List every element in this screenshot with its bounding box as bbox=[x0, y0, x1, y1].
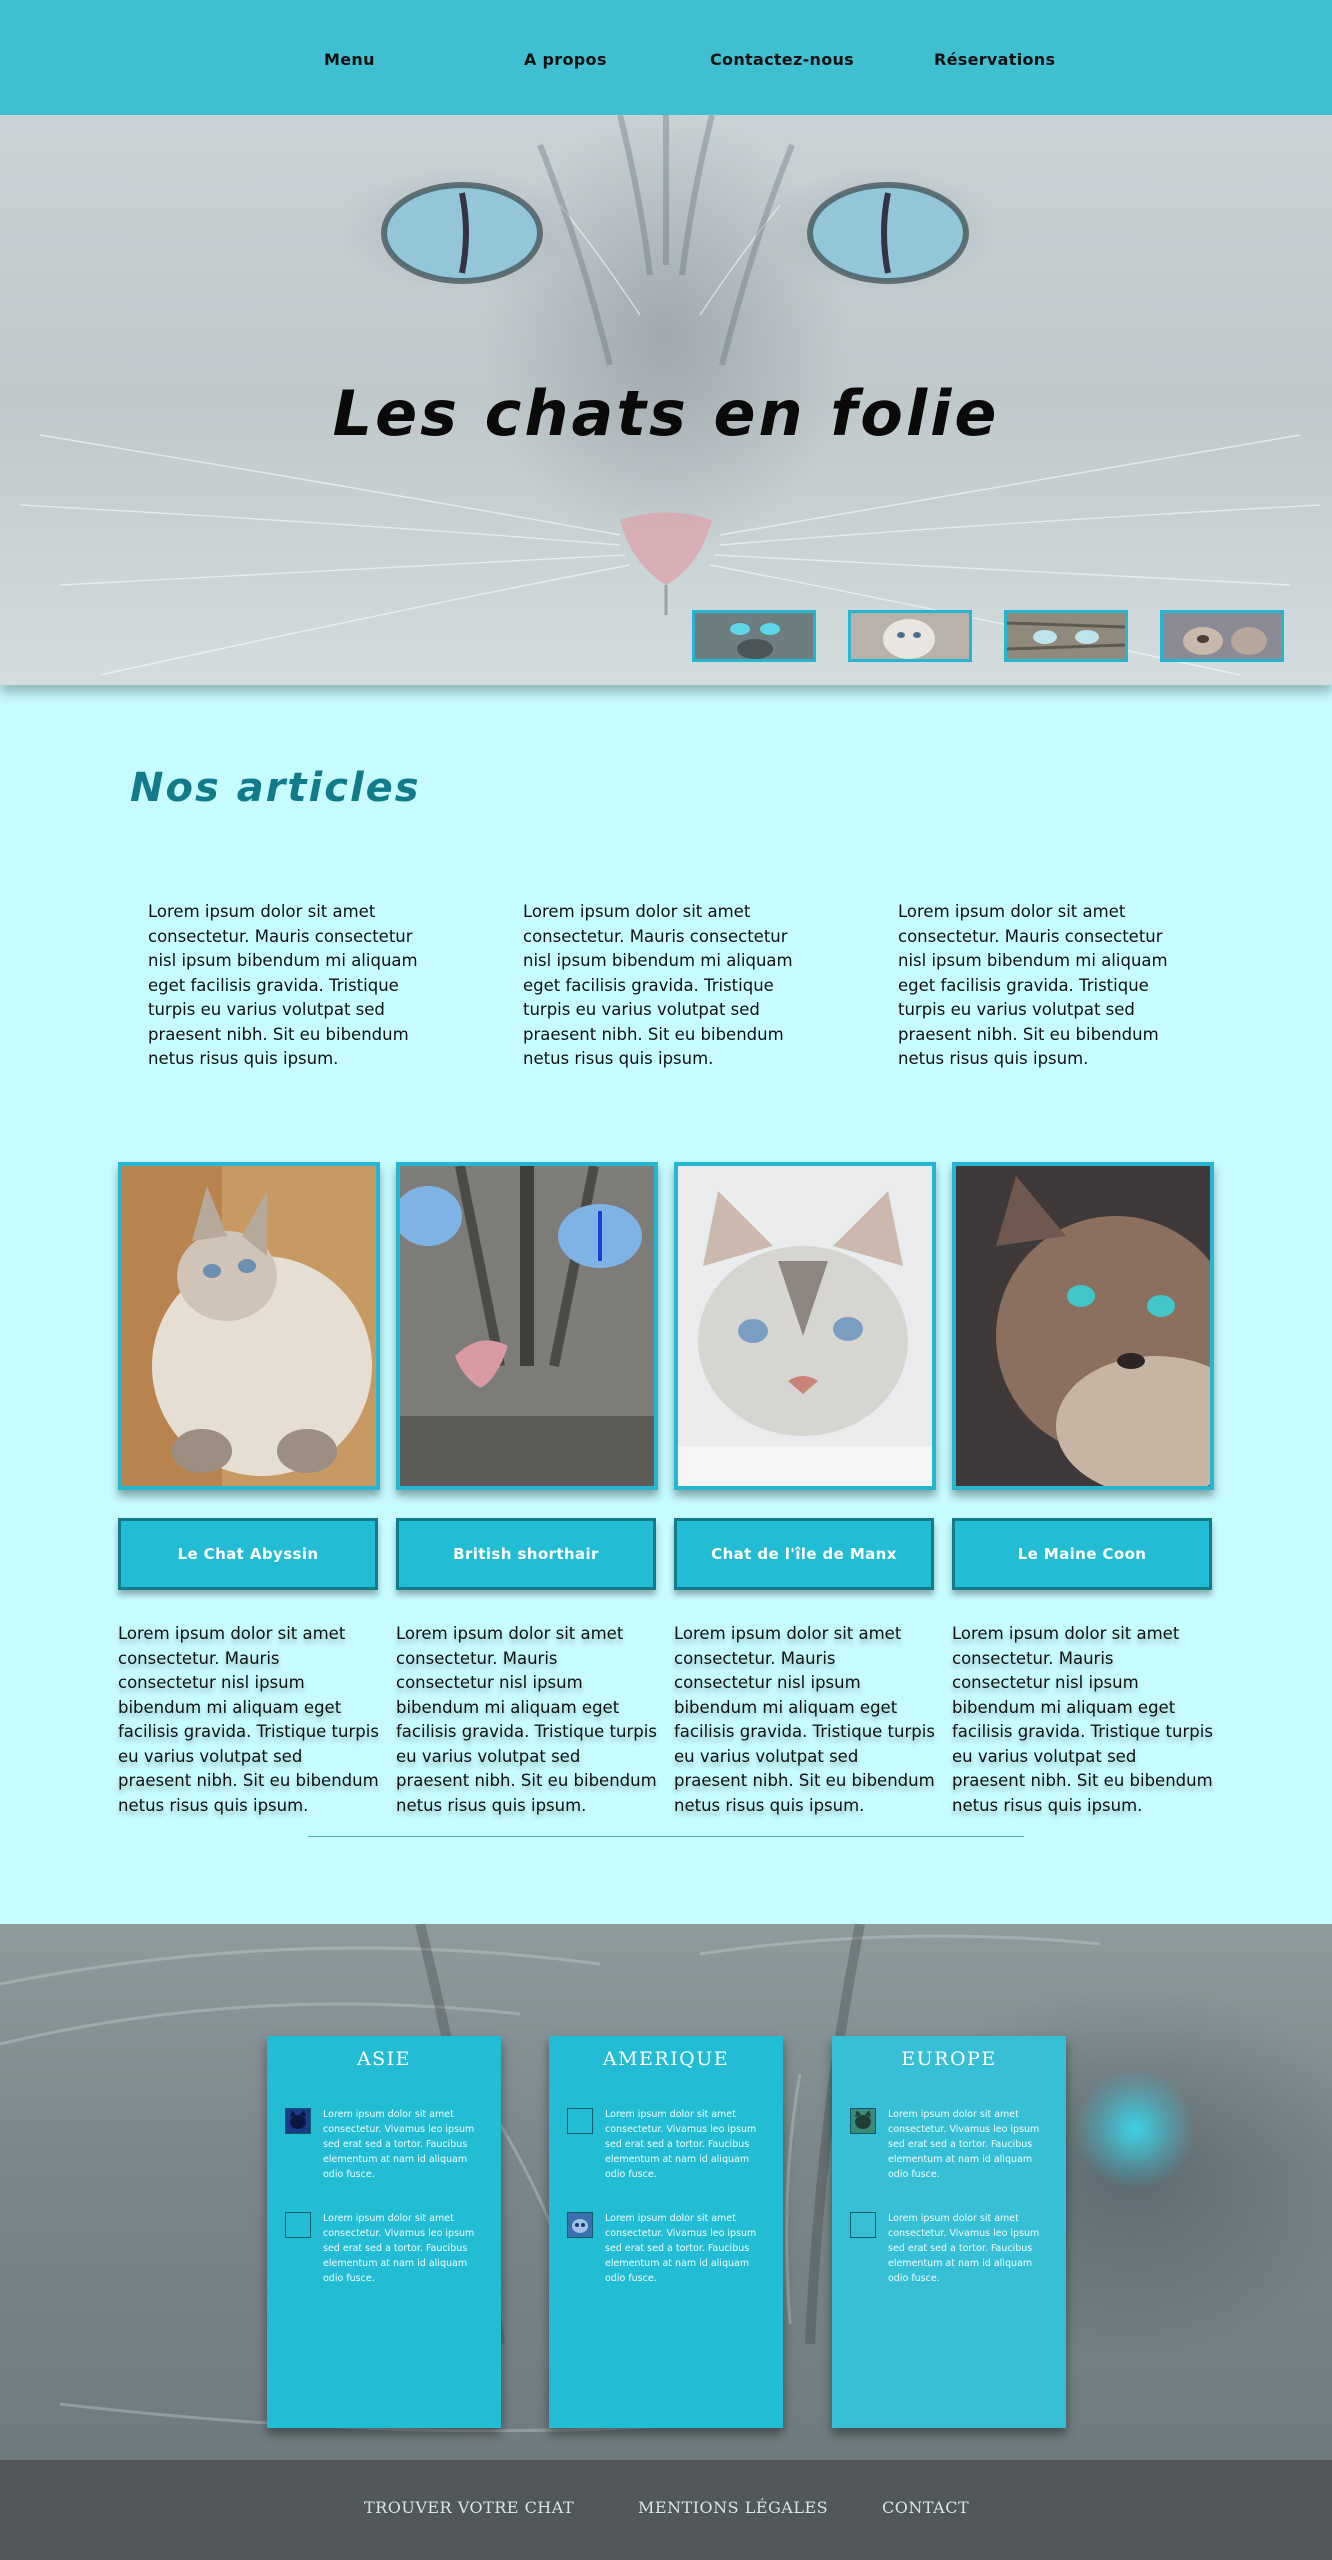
breed-image-abyssin[interactable] bbox=[118, 1162, 380, 1490]
siamese-cat-thumb-icon bbox=[1163, 613, 1281, 659]
cat-thumb-icon[interactable] bbox=[850, 2108, 876, 2134]
continent-entry-text: Lorem ipsum dolor sit amet consectetur. Vivamus leo ipsum sed erat sed a tortor. Faucibus elementum at nam id aliquam odio fusce. bbox=[323, 2109, 475, 2180]
hero-thumbnail-1[interactable] bbox=[692, 610, 816, 662]
continent-title-asie: ASIE bbox=[356, 2048, 412, 2070]
continent-title-europe: EUROPE bbox=[901, 2048, 997, 2070]
continent-entry-text: Lorem ipsum dolor sit amet consectetur. Vivamus leo ipsum sed erat sed a tortor. Faucibus elementum at nam id aliquam odio fusce. bbox=[888, 2213, 1040, 2284]
breed-image-british[interactable] bbox=[396, 1162, 658, 1490]
maine-coon-cat-photo bbox=[956, 1166, 1210, 1486]
breed-button-manx[interactable]: Chat de l'île de Manx bbox=[674, 1518, 934, 1590]
article-text-3: Lorem ipsum dolor sit amet consectetur. Mauris consectetur nisl ipsum bibendum mi aliquam eget facilisis gravida. Tristique turpis eu varius volutpat sed praesent nibh. Sit eu bibendum netus risus quis ipsum. bbox=[898, 902, 1168, 1068]
continents-section bbox=[0, 1924, 1332, 2460]
continent-card-asie bbox=[267, 2036, 501, 2428]
nav-item-about[interactable]: A propos bbox=[524, 50, 607, 69]
breed-button-maine-coon[interactable]: Le Maine Coon bbox=[952, 1518, 1212, 1590]
british-cat-photo bbox=[400, 1166, 654, 1486]
placeholder-square-icon[interactable] bbox=[567, 2108, 593, 2134]
footer bbox=[0, 2460, 1332, 2560]
placeholder-square-icon[interactable] bbox=[850, 2212, 876, 2238]
nav-item-menu[interactable]: Menu bbox=[324, 50, 375, 69]
continent-entry-text: Lorem ipsum dolor sit amet consectetur. Vivamus leo ipsum sed erat sed a tortor. Faucibus elementum at nam id aliquam odio fusce. bbox=[888, 2109, 1040, 2180]
gray-cat-thumb-icon bbox=[695, 613, 813, 659]
hero-thumbnail-2[interactable] bbox=[848, 610, 972, 662]
breed-button-british[interactable]: British shorthair bbox=[396, 1518, 656, 1590]
continent-card-europe bbox=[832, 2036, 1066, 2428]
continent-entry-text: Lorem ipsum dolor sit amet consectetur. Vivamus leo ipsum sed erat sed a tortor. Faucibus elementum at nam id aliquam odio fusce. bbox=[323, 2213, 475, 2284]
section-divider bbox=[308, 1836, 1024, 1837]
breed-text-abyssin: Lorem ipsum dolor sit amet consectetur. Mauris consectetur nisl ipsum bibendum mi aliquam eget facilisis gravida. Tristique turpis eu varius volutpat sed praesent nibh. Sit eu bibendum netus risus quis ipsum. bbox=[118, 1624, 379, 1815]
nav-item-contact[interactable]: Contactez-nous bbox=[710, 50, 855, 69]
tabby-cat-thumb-icon bbox=[1007, 613, 1125, 659]
continent-card-amerique bbox=[549, 2036, 783, 2428]
nav-item-reservations[interactable]: Réservations bbox=[934, 50, 1056, 69]
hero-title: Les chats en folie bbox=[332, 377, 1000, 450]
breed-text-maine-coon: Lorem ipsum dolor sit amet consectetur. Mauris consectetur nisl ipsum bibendum mi aliquam eget facilisis gravida. Tristique turpis eu varius volutpat sed praesent nibh. Sit eu bibendum netus risus quis ipsum. bbox=[952, 1624, 1213, 1815]
footer-link-contact[interactable]: CONTACT bbox=[882, 2498, 970, 2517]
breed-image-manx[interactable] bbox=[674, 1162, 936, 1490]
breed-button-abyssin[interactable]: Le Chat Abyssin bbox=[118, 1518, 378, 1590]
breed-text-manx: Lorem ipsum dolor sit amet consectetur. Mauris consectetur nisl ipsum bibendum mi aliquam eget facilisis gravida. Tristique turpis eu varius volutpat sed praesent nibh. Sit eu bibendum netus risus quis ipsum. bbox=[674, 1624, 935, 1815]
white-cat-thumb-icon bbox=[851, 613, 969, 659]
breed-image-maine-coon[interactable] bbox=[952, 1162, 1214, 1490]
placeholder-square-icon[interactable] bbox=[285, 2212, 311, 2238]
footer-link-find-cat[interactable]: TROUVER VOTRE CHAT bbox=[364, 2498, 575, 2517]
abyssin-cat-photo bbox=[122, 1166, 376, 1486]
hero-banner bbox=[0, 115, 1332, 685]
cat-thumb-icon[interactable] bbox=[285, 2108, 311, 2134]
continent-entry-text: Lorem ipsum dolor sit amet consectetur. Vivamus leo ipsum sed erat sed a tortor. Faucibus elementum at nam id aliquam odio fusce. bbox=[605, 2109, 757, 2180]
top-nav bbox=[0, 0, 1332, 115]
continent-title-amerique: AMERIQUE bbox=[602, 2048, 730, 2070]
hero-thumbnail-4[interactable] bbox=[1160, 610, 1284, 662]
article-text-2: Lorem ipsum dolor sit amet consectetur. Mauris consectetur nisl ipsum bibendum mi aliquam eget facilisis gravida. Tristique turpis eu varius volutpat sed praesent nibh. Sit eu bibendum netus risus quis ipsum. bbox=[523, 902, 793, 1068]
hero-thumbnail-3[interactable] bbox=[1004, 610, 1128, 662]
article-text-1: Lorem ipsum dolor sit amet consectetur. Mauris consectetur nisl ipsum bibendum mi aliquam eget facilisis gravida. Tristique turpis eu varius volutpat sed praesent nibh. Sit eu bibendum netus risus quis ipsum. bbox=[148, 902, 418, 1068]
manx-cat-photo bbox=[678, 1166, 932, 1486]
footer-link-legal[interactable]: MENTIONS LÉGALES bbox=[638, 2498, 829, 2517]
cat-thumb-icon[interactable] bbox=[567, 2212, 593, 2238]
articles-title: Nos articles bbox=[130, 765, 421, 811]
breed-text-british: Lorem ipsum dolor sit amet consectetur. Mauris consectetur nisl ipsum bibendum mi aliquam eget facilisis gravida. Tristique turpis eu varius volutpat sed praesent nibh. Sit eu bibendum netus risus quis ipsum. bbox=[396, 1624, 657, 1815]
continent-entry-text: Lorem ipsum dolor sit amet consectetur. Vivamus leo ipsum sed erat sed a tortor. Faucibus elementum at nam id aliquam odio fusce. bbox=[605, 2213, 757, 2284]
